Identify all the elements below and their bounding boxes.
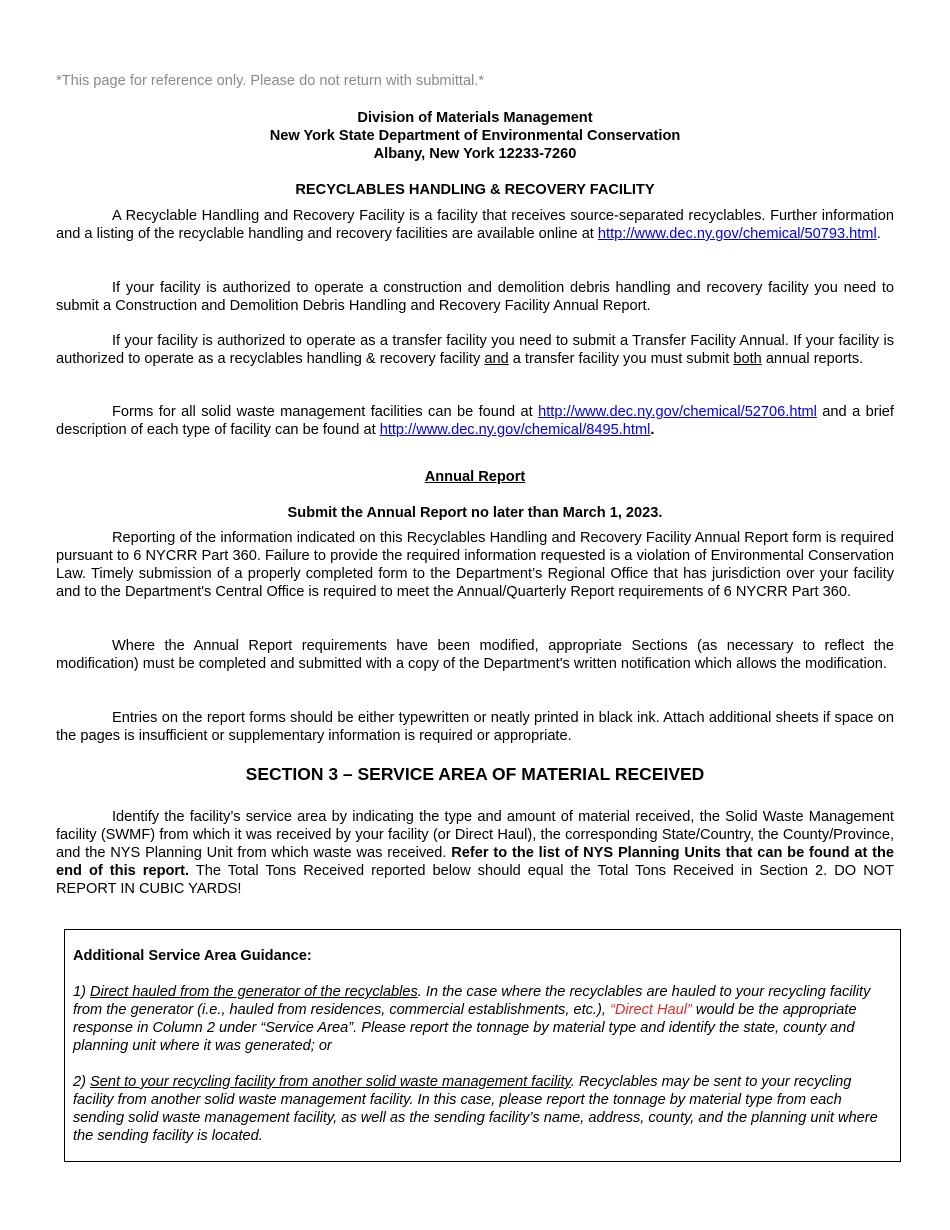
division-header — [56, 109, 894, 163]
cd-debris-paragraph: If your facility is authorized to operate a construction and demolition debris handling and recovery facility you need to submit a Construction and Demolition Debris Handling and Recovery Facility Annual Report. — [56, 280, 894, 314]
entries-paragraph: Entries on the report forms should be either typewritten or neatly printed in black ink. Attach additional sheets if space on the pages is insufficient or supplementary information is required or appropriate. — [56, 710, 894, 744]
annual-report-heading-text: Annual Report — [424, 469, 526, 485]
guidance-item-1 — [73, 983, 892, 1055]
header-line-2: New York State Department of Environmental Conservation — [269, 128, 681, 144]
planning-units-note: Refer to the list of NYS Planning Units that can be found at the end of this report. — [56, 845, 895, 879]
item-2-heading: Sent to your recycling facility from another solid waste management facility — [90, 1074, 571, 1090]
annual-report-heading — [56, 468, 894, 486]
forms-text-end: . — [650, 422, 655, 438]
guidance-title: Additional Service Area Guidance: — [73, 948, 312, 964]
both-emphasis: both — [733, 351, 762, 367]
intro-end: . — [876, 226, 881, 242]
guidance-box — [64, 929, 901, 1162]
forms-paragraph — [56, 403, 894, 439]
facility-list-link[interactable]: http://www.dec.ny.gov/chemical/50793.html — [597, 226, 877, 242]
intro-text: A Recyclable Handling and Recovery Facility is a facility that receives source-separated recyclables. Further information and a listing of the recyclable handling and recovery facilities are available online at — [56, 208, 894, 242]
facility-title: RECYCLABLES HANDLING & RECOVERY FACILITY — [295, 182, 655, 198]
reference-notice: *This page for reference only. Please do not return with submittal.* — [56, 73, 485, 89]
item-2-text: . Recyclables may be sent to your recycling facility from another solid waste management facility. In this case, please report the tonnage by material type from each sending solid waste management facility, as well as the sending facility’s name, address, county, and the planning unit where the sending facility is located. — [73, 1074, 878, 1144]
forms-text-b: and a brief description of each type of facility can be found at — [56, 404, 894, 438]
forms-text-a: Forms for all solid waste management facilities can be found at — [112, 404, 539, 420]
item-1-text-b: would be the appropriate response in Column 2 under “Service Area”. Please report the tonnage by material type and identify the state, county and planning unit where it was generated; or — [73, 1002, 857, 1054]
item-1-text-a: . In the case where the recyclables are hauled to your recycling facility from the generator (i.e., hauled from residences, commercial establishments, etc.), — [73, 984, 871, 1018]
item-1-heading: Direct hauled from the generator of the recyclables — [90, 984, 418, 1000]
intro-paragraph — [56, 207, 894, 243]
reporting-paragraph: Reporting of the information indicated on this Recyclables Handling and Recovery Facility Annual Report form is required pursuant to 6 NYCRR Part 360. Failure to provide the required information requested is a violation of Environmental Conservation Law. Timely submission of a properly completed form to the Department’s Regional Office that has jurisdiction over your facility and to the Department's Central Office is required to meet the Annual/Quarterly Report requirements of 6 NYCRR Part 360. — [56, 530, 894, 600]
forms-link[interactable]: http://www.dec.ny.gov/chemical/52706.html — [538, 404, 817, 420]
transfer-text-b: a transfer facility you must submit — [508, 351, 734, 367]
section-3-title: SECTION 3 – SERVICE AREA OF MATERIAL RECEIVED — [245, 764, 705, 784]
service-area-text-a: Identify the facility’s service area by indicating the type and amount of material received, the Solid Waste Management facility (SWMF) from which it was received by your facility (or Direct Haul), the corresponding State/Country, the County/Province, and the NYS Planning Unit from which waste was received. — [56, 809, 894, 861]
transfer-paragraph — [56, 332, 894, 368]
guidance-item-2 — [73, 1073, 892, 1145]
service-area-text-b: The Total Tons Received reported below should equal the Total Tons Received in Section 2. DO NOT REPORT IN CUBIC YARDS! — [56, 863, 895, 897]
and-emphasis: and — [484, 351, 509, 367]
header-line-3: Albany, New York 12233-7260 — [373, 146, 577, 162]
facility-types-link[interactable]: http://www.dec.ny.gov/chemical/8495.html — [379, 422, 651, 438]
service-area-paragraph — [56, 808, 894, 898]
direct-haul-term: “Direct Haul” — [609, 1002, 692, 1018]
transfer-text-a: If your facility is authorized to operate as a transfer facility you need to submit a Transfer Facility Annual. If your facility is authorized to operate as a recyclables handling & recovery facility — [56, 333, 894, 367]
modification-paragraph: Where the Annual Report requirements have been modified, appropriate Sections (as necessary to reflect the modification) must be completed and submitted with a copy of the Department's written notification which allows the modification. — [56, 638, 894, 672]
item-1-number: 1) — [73, 984, 91, 1000]
transfer-text-c: annual reports. — [761, 351, 864, 367]
submission-deadline: Submit the Annual Report no later than March 1, 2023. — [287, 505, 663, 521]
header-line-1: Division of Materials Management — [357, 110, 593, 126]
item-2-number: 2) — [73, 1074, 91, 1090]
